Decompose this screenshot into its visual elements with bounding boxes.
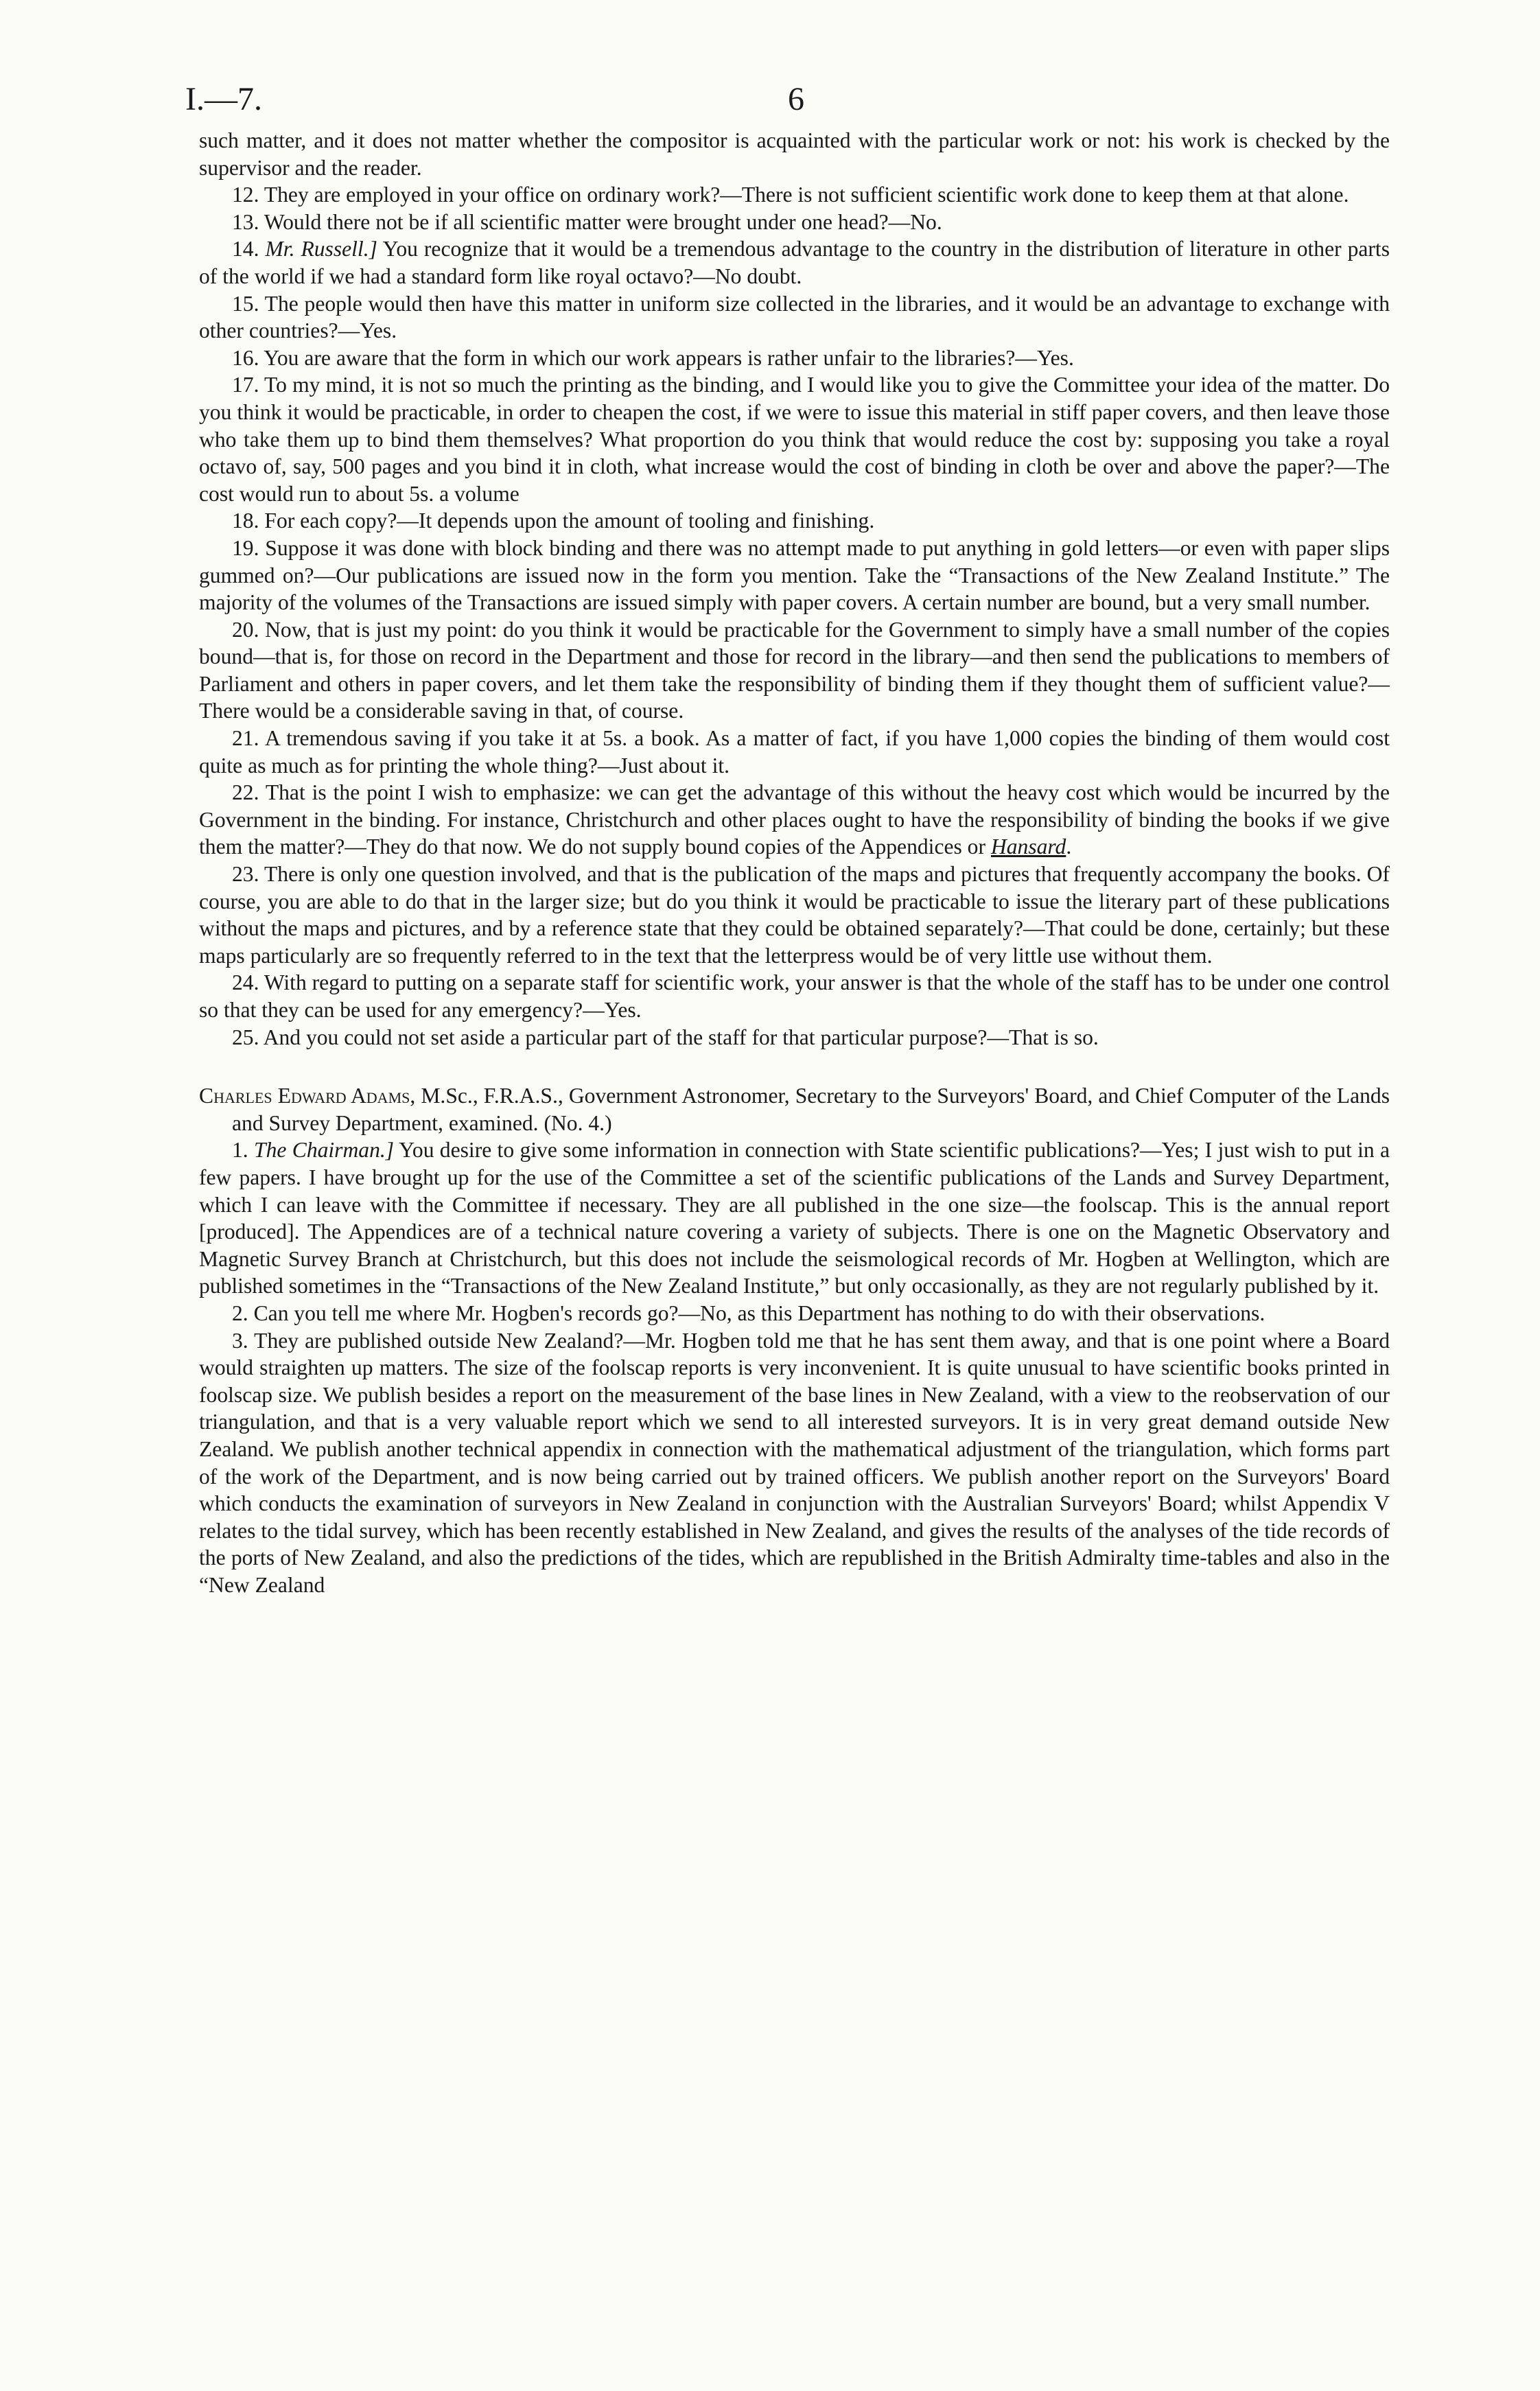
evidence-section-2 bbox=[199, 1136, 1390, 1598]
hansard-title: Hansard bbox=[990, 835, 1066, 859]
question-18: 18. For each copy?—It depends upon the amount of tooling and finishing. bbox=[232, 509, 875, 533]
evidence-section-1 bbox=[199, 127, 1390, 1051]
question-15: 15. The people would then have this matter in uniform size collected in the libraries, and it would be an advantage to exchange with other countries?—Yes. bbox=[199, 291, 1390, 343]
question-24: 24. With regard to putting on a separate staff for scientific work, your answer is that the whole of the staff has to be under one control so that they can be used for any emergency?—Yes. bbox=[199, 970, 1390, 1022]
witness-question-1 bbox=[199, 1136, 1390, 1300]
question-12: 12. They are employed in your office on ordinary work?—There is not sufficient scientific work done to keep them at that alone. bbox=[232, 183, 1349, 207]
page-header bbox=[185, 65, 1390, 127]
question-23: 23. There is only one question involved, and that is the publication of the maps and pictures that frequently accompany the books. Of course, you are able to do that in the larger size; but do you think it would be practicable to issue the literary part of these publications without the maps and pictures, and by a reference state that they could be obtained separately?—That could be done, certainly; but these maps particularly are so frequently referred to in the text that the letterpress would be of very little use without them. bbox=[199, 862, 1390, 968]
question-text: You desire to give some information in connection with State scientific publications?—Yes; I just wish to put in a few papers. I have brought up for the use of the Committee a set of the scientific publications of the Lands and Survey Department, which I can leave with the Committee if necessary. They are all published in the one size—the foolscap. This is the annual report [produced]. The Appendices are of a technical nature covering a variety of subjects. There is one on the Magnetic Observatory and Magnetic Survey Branch at Christchurch, but this does not include the seismological records of Mr. Hogben at Wellington, which are published sometimes in the “Transactions of the New Zealand Institute,” but only occasionally, as they are not regularly published by it. bbox=[199, 1138, 1390, 1298]
question-14 bbox=[199, 235, 1390, 290]
witness-name: Charles Edward Adams, bbox=[199, 1084, 416, 1108]
paragraph-continuation: such matter, and it does not matter whether the compositor is acquainted with the particular work or not: his work is checked by the supervisor and the reader. bbox=[199, 128, 1390, 180]
question-number: 1. bbox=[232, 1138, 248, 1163]
question-text-end: . bbox=[1066, 835, 1072, 859]
question-text: 22. That is the point I wish to emphasize: we can get the advantage of this without the heavy cost which would be incurred by the Government in the binding. For instance, Christchurch and other places ought to have the responsibility of binding the books if we give them the matter?—They do that now. We do not supply bound copies of the Appendices or bbox=[199, 780, 1390, 859]
witness-question-2: 2. Can you tell me where Mr. Hogben's records go?—No, as this Department has nothing to do with their observations. bbox=[232, 1301, 1265, 1325]
question-22 bbox=[199, 779, 1390, 861]
question-17: 17. To my mind, it is not so much the printing as the binding, and I would like you to give the Committee your idea of the matter. Do you think it would be practicable, in order to cheapen the cost, if we were to issue this material in stiff paper covers, and then leave those who take them up to bind them themselves? What proportion do you think that would reduce the cost by: supposing you take a royal octavo of, say, 500 pages and you bind it in cloth, what increase would the cost of binding in cloth be over and above the paper?—The cost would run to about 5s. a volume bbox=[199, 373, 1390, 506]
page-number: 6 bbox=[788, 81, 804, 117]
witness-description: M.Sc., F.R.A.S., Government Astronomer, Secretary to the Surveyors' Board, and Chief Computer of the Lands and Survey Department, examined. (No. 4.) bbox=[232, 1084, 1390, 1135]
document-reference: I.—7. bbox=[185, 81, 262, 117]
witness-heading bbox=[199, 1082, 1390, 1136]
question-25: 25. And you could not set aside a particular part of the staff for that particular purpose?—That is so. bbox=[232, 1025, 1099, 1049]
question-19: 19. Suppose it was done with block binding and there was no attempt made to put anything in gold letters—or even with paper slips gummed on?—Our publications are issued now in the form you mention. Take the “Transactions of the New Zealand Institute.” The majority of the volumes of the Transactions are issued simply with paper covers. A certain number are bound, but a very small number. bbox=[199, 535, 1390, 615]
speaker-name: The Chairman.] bbox=[254, 1138, 395, 1163]
question-16: 16. You are aware that the form in which our work appears is rather unfair to the libraries?—Yes. bbox=[232, 345, 1074, 370]
witness-question-3: 3. They are published outside New Zealand?—Mr. Hogben told me that he has sent them away, and that is one point where a Board would straighten up matters. The size of the foolscap reports is very inconvenient. It is quite unusual to have scientific books printed in foolscap size. We publish besides a report on the measurement of the base lines in New Zealand, with a view to the reobservation of our triangulation, and that is a very valuable report which we send to all interested surveyors. It is in very great demand outside New Zealand. We publish another technical appendix in connection with the mathematical adjustment of the triangulation, which forms part of the work of the Department, and is now being carried out by trained officers. We publish another report on the Surveyors' Board which conducts the examination of surveyors in New Zealand in conjunction with the Australian Surveyors' Board; whilst Appendix V relates to the tidal survey, which has been recently established in New Zealand, and gives the results of the analyses of the tide records of the ports of New Zealand, and also the predictions of the tides, which are republished in the British Admiralty time-tables and also in the “New Zealand bbox=[199, 1328, 1390, 1597]
page bbox=[185, 65, 1390, 1598]
question-21: 21. A tremendous saving if you take it at 5s. a book. As a matter of fact, if you have 1,000 copies the binding of them would cost quite as much as for printing the whole thing?—Just about it. bbox=[199, 726, 1390, 778]
question-20: 20. Now, that is just my point: do you think it would be practicable for the Government to simply have a small number of the copies bound—that is, for those on record in the Department and those for record in the library—and then send the publications to members of Parliament and others in paper covers, and let them take the responsibility of binding them if they thought them of sufficient value?—There would be a considerable saving in that, of course. bbox=[199, 617, 1390, 723]
question-number: 14. bbox=[232, 237, 259, 261]
speaker-name: Mr. Russell.] bbox=[265, 237, 377, 261]
question-text: You recognize that it would be a tremendous advantage to the country in the distribution of literature in other parts of the world if we had a standard form like royal octavo?—No doubt. bbox=[199, 237, 1390, 288]
question-13: 13. Would there not be if all scientific matter were brought under one head?—No. bbox=[232, 209, 942, 234]
